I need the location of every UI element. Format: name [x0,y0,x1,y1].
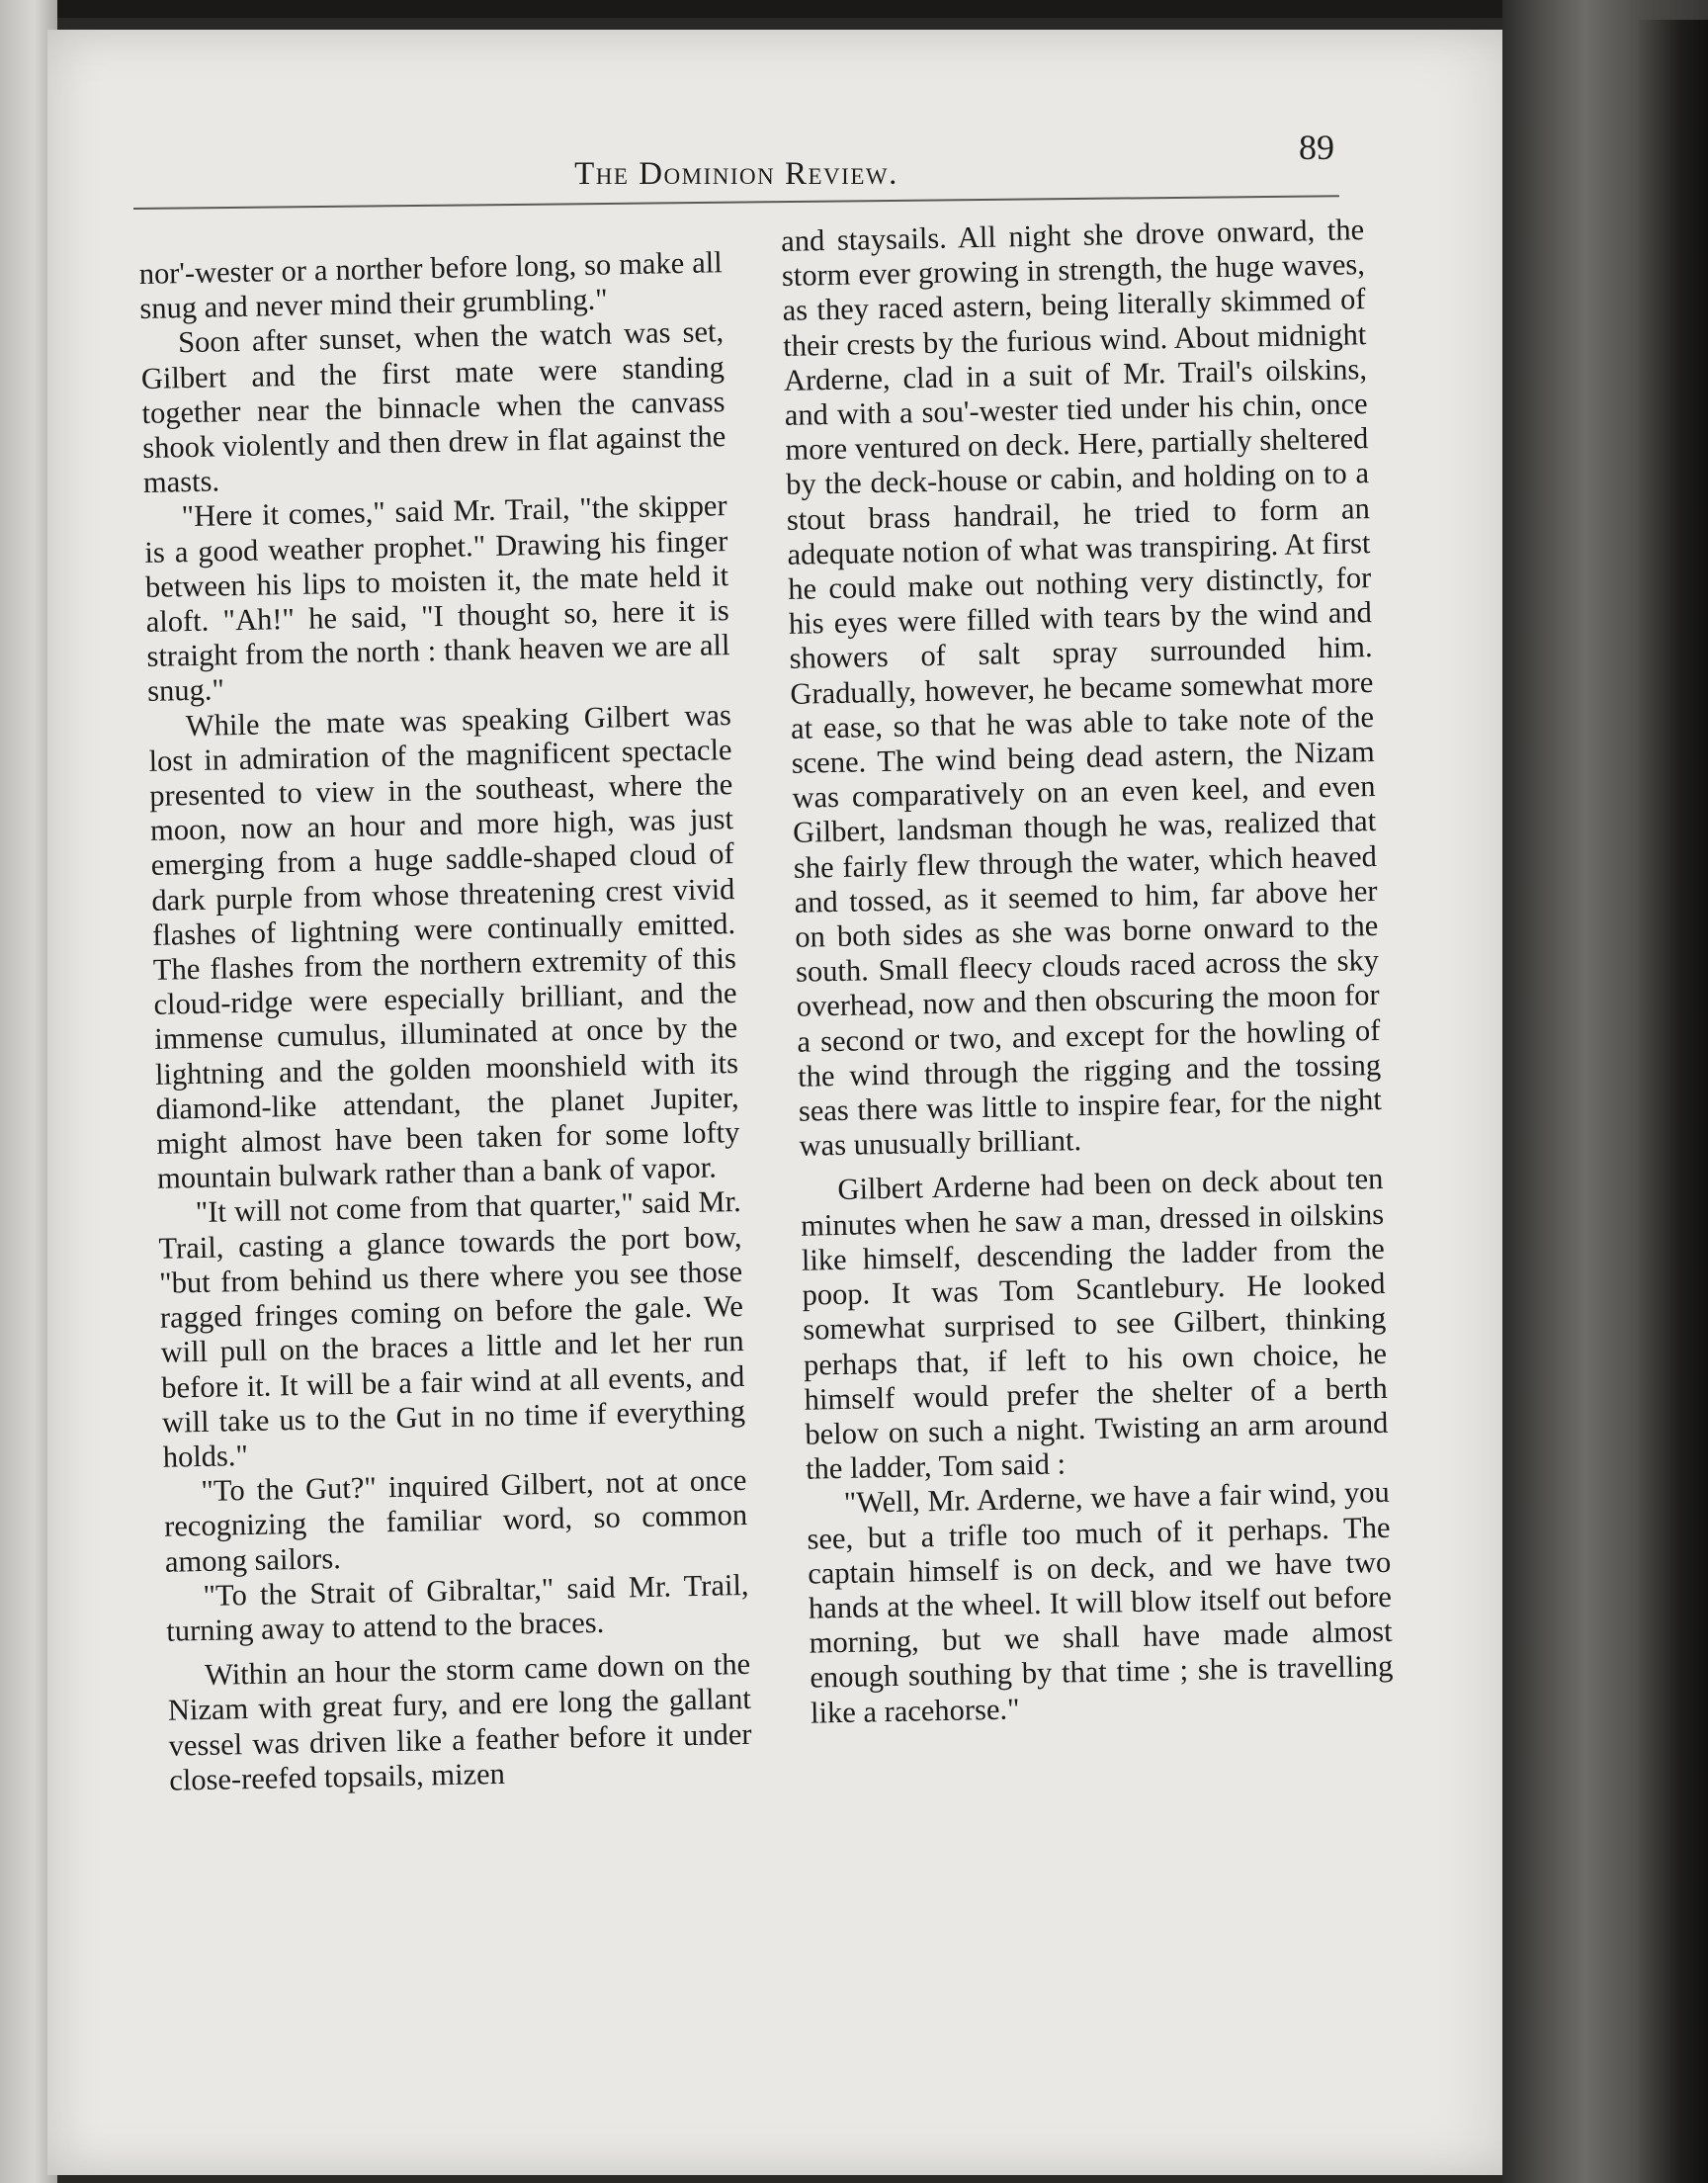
paragraph: "To the Strait of Gibraltar," said Mr. Trail, turning away to attend to the braces. [165,1567,749,1648]
book-cover-edge [1639,20,1708,2183]
body-text [138,213,1430,2076]
paragraph: "Here it comes," said Mr. Trail, "the skipper is a good weather prophet." Drawing his finger between his lips to moisten it, the mate held it aloft. "Ah!" he said, "I thought so, here it is straight from the north : thank heaven we are all snug." [144,488,730,709]
left-column [138,245,752,1797]
paragraph: Within an hour the storm came down on the Nizam with great fury, and ere long the gallant vessel was driven like a feather before it under close-reefed topsails, mizen [167,1646,752,1797]
paragraph: Soon after sunset, when the watch was set, Gilbert and the first mate were standing together near the binnacle when the canvass shook violently and then drew in flat against the masts. [140,314,726,500]
paragraph: "It will not come from that quarter," said Mr. Trail, casting a glance towards the port bow, "but from behind us there where you see those ragged fringes coming on before the gale. We will pull on the braces a little and let her run before it. It will be a fair wind at all events, and will take us to the Gut in no time if everything holds." [158,1184,746,1474]
paragraph: "To the Gut?" inquired Gilbert, not at once recognizing the familiar word, so common among sailors. [163,1463,748,1579]
top-strip [0,0,1708,18]
right-column [781,213,1394,1730]
paragraph: While the mate was speaking Gilbert was lost in admiration of the magnificent spectacle presented to view in the southeast, where the moon, now an hour and more high, was just emerging from a huge saddle-shaped cloud of dark purple from whose threatening crest vivid flashes of lightning were continually emitted. The flashes from the northern extremity of this cloud-ridge were especially brilliant, and the immense cumulus, illuminated at once by the lightning and the golden moonshield with its diamond-like attendant, the planet Jupiter, might almost have been taken for some lofty mountain bulwark rather than a bank of vapor. [148,697,740,1196]
page-header [138,127,1334,196]
paragraph: Gilbert Arderne had been on deck about ten minutes when he saw a man, dressed in oilskins like himself, descending the ladder from the poop. It was Tom Scantlebury. He looked somewhat surprised to see Gilbert, thinking perhaps that, if left to his own choice, he himself would prefer the shelter of a berth below on such a night. Twisting an arm around the ladder, Tom said : [800,1162,1389,1486]
paragraph: nor'-wester or a norther before long, so make all snug and never mind their grumbling." [138,245,723,326]
paragraph: "Well, Mr. Arderne, we have a fair wind, you see, but a trifle too much of it perhaps. The captain himself is on deck, and we have two hands at the wheel. It will blow itself out before morning, but we shall have made almost enough southing by that time ; she is travelling like a racehorse." [807,1475,1394,1730]
page-number: 89 [1299,128,1334,167]
paragraph: and staysails. All night she drove onward, the storm ever growing in strength, the huge waves, as they raced astern, being literally skimmed of their crests by the furious wind. About midnight Arderne, clad in a suit of Mr. Trail's oilskins, and with a sou'-wester tied under his chin, once more ventured on deck. Here, partially sheltered by the deck-house or cabin, and holding on to a stout brass handrail, he tried to form an adequate notion of what was transpiring. At first he could make out nothing very distinctly, for his eyes were filled with tears by the wind and showers of salt spray surrounded him. Gradually, however, he became somewhat more at ease, so that he was able to take note of the scene. The wind being dead astern, the Nizam was comparatively on an even keel, and even Gilbert, landsman though he was, realized that she fairly flew through the water, which heaved and tossed, as it seemed to him, far above her on both sides as she was borne onward to the south. Small fleecy clouds raced across the sky overhead, now and then obscuring the moon for a second or two, and except for the howling of the wind through the rigging and the tossing seas there was little to inspire fear, for the night was unusually brilliant. [780,213,1383,1164]
running-title: The Dominion Review. [574,156,898,192]
